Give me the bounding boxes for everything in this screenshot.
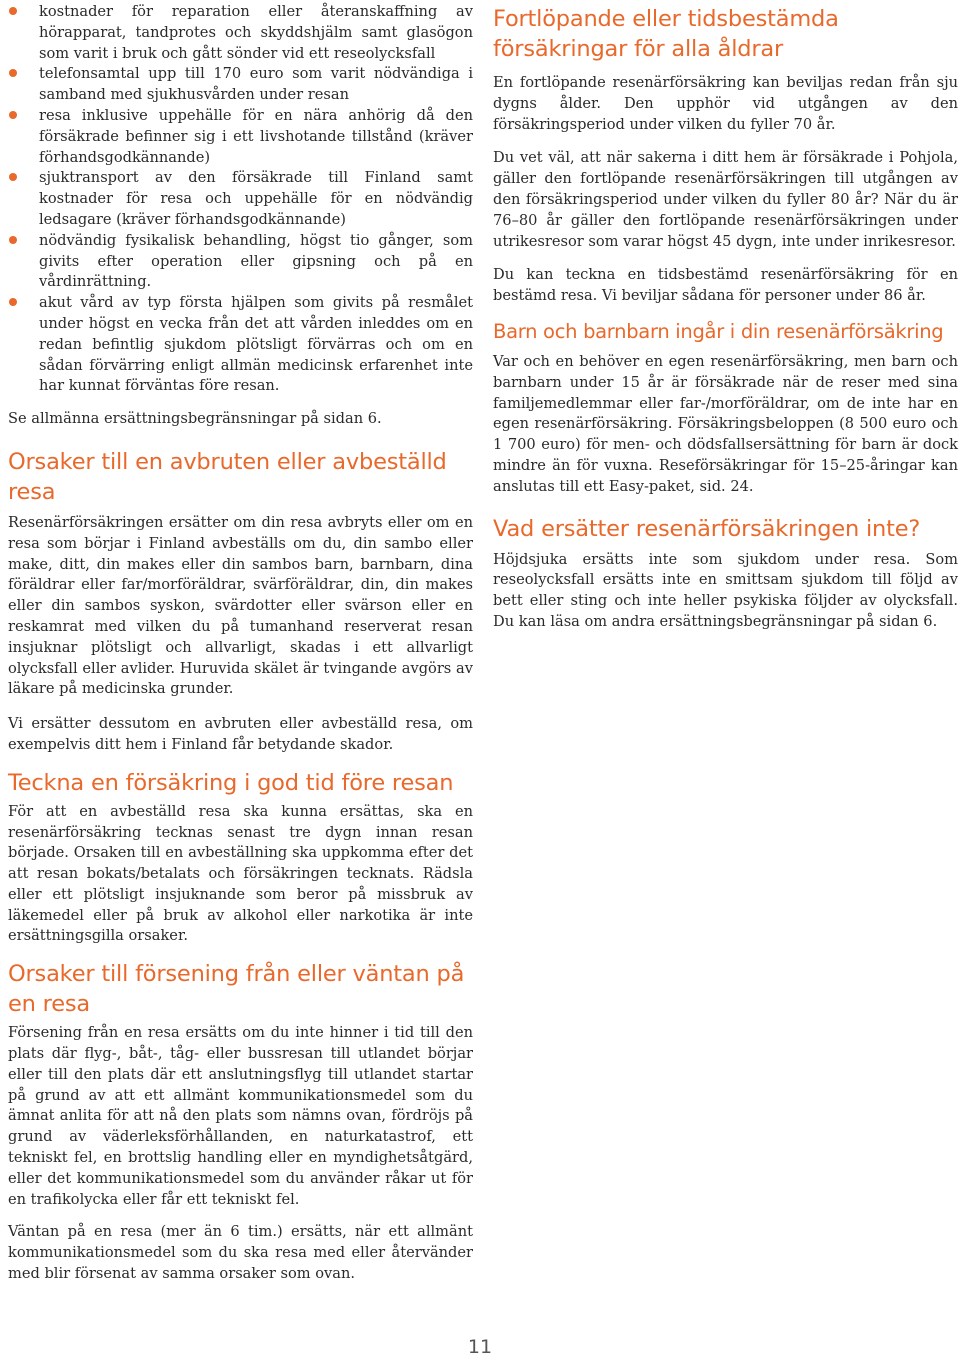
list-item-text: sjuktransport av den försäkrade till Finland samt kostnader för resa och uppehälle för en nödvändig ledsagare (kräver förhandsgodkännande) [39, 169, 473, 228]
list-item-text: nödvändig fysikalisk behandling, högst tio gånger, som givits efter operation eller gipsning och på en vårdinrättning. [39, 231, 473, 291]
heading-continuous-insurance: Fortlöpande eller tidsbestämda försäkringar för alla åldrar [493, 6, 839, 62]
page-number: 11 [467, 1336, 493, 1358]
heading-children: Barn och barnbarn ingår i din resenärförsäkring [493, 319, 944, 343]
paragraph: Du vet väl, att när sakerna i ditt hem är försäkrade i Pohjola, gäller den fortlöpande resenärförsäkringen till utgången av den försäkringsperiod under vilken du fyller 80 år? När du är 76–80 år gäller den fortlöpande resenärförsäkringen under utrikesresor som varar högst 45 dygn, inte under inrikesresor. [493, 149, 958, 250]
paragraph: Resenärförsäkringen ersätter om din resa avbryts eller om en resa som börjar i Finland avbeställs om du, din sambo eller make, ditt, din makes eller din sambos barn, barnbarn, dina föräldrar eller far/morföräldrar, svärföräldrar, din, din makes eller din sambos syskon, svärdotter eller svärson eller en reskamrat med vilken du på tumanhand reserverat resan insjuknar plötsligt och allvarligt, skadas i ett allvarligt olycksfall eller avlider. Huruvida skälet är tvingande avgörs av läkare på medicinska grunder. [8, 513, 473, 698]
paragraph: Höjdsjuka ersätts inte som sjukdom under resa. Som reseolycksfall ersätts inte en smittsam sjukdom till följd av bett eller sting och inte heller psykiska följder av olycksfall. Du kan läsa om andra ersättningsbegränsningar på sidan 6. [493, 550, 958, 630]
list-item [8, 168, 473, 230]
list-item-text: telefonsamtal upp till 170 euro som varit nödvändiga i samband med sjukhusvården under resan [39, 65, 473, 104]
bullet-icon [9, 236, 17, 244]
list-item-text: resa inklusive uppehälle för en nära anhörig då den försäkrade befinner sig i ett livshotande tillstånd (kräver förhandsgodkännande) [39, 106, 473, 166]
list-item-text: akut vård av typ första hjälpen som givits på resmålet under högst en vecka från det att vården inleddes om en redan befintlig sjukdom plötsligt förvärras och om en sådan förvärring enligt allmän medicinsk erfarenhet inte har kunnat förväntas före resan. [39, 294, 473, 395]
bullet-icon [9, 7, 17, 15]
list-item-text: kostnader för reparation eller återanskaffning av hörapparat, tandprotes och skyddshjälm samt glasögon som varit i bruk och gått sönder vid ett reseolycksfall [39, 3, 473, 62]
list-item [8, 293, 473, 397]
paragraph: En fortlöpande resenärförsäkring kan beviljas redan från sju dygns ålder. Den upphör vid utgången av den försäkringsperiod under vilken du fyller 70 år. [493, 74, 958, 133]
paragraph: Du kan teckna en tidsbestämd resenärförsäkring för en bestämd resa. Vi beviljar sådana för personer under 86 år. [493, 266, 958, 305]
list-item [8, 64, 473, 106]
paragraph: Vi ersätter dessutom en avbruten eller avbeställd resa, om exempelvis ditt hem i Finland får betydande skador. [8, 715, 473, 753]
right-column [493, 0, 958, 633]
bullet-icon [9, 69, 17, 77]
paragraph: För att en avbeställd resa ska kunna ersättas, ska en resenärförsäkring tecknas senast tre dygn innan resan började. Orsaken till en avbeställning ska uppkomma efter det att resan bokats/betalats och försäkringen tecknats. Rädsla eller ett plötsligt insjuknande som beror på missbruk av läkemedel eller på bruk av alkohol eller narkotika är inte ersättningsgilla orsaker. [8, 802, 473, 945]
paragraph: Försening från en resa ersätts om du inte hinner i tid till den plats där flyg-, båt-, tåg- eller bussresan till utlandet börjar eller till den plats där ett anslutningsflyg till utlandet startar på grund av att ett allmänt kommunikationsmedel som du ämnat anlita för att nå den plats som nämns ovan, fördröjs på grund av väderleksförhållanden, en naturkatastrof, ett tekniskt fel, en brottslig handling eller en myndighetsåtgärd, eller det kommunikationsmedel som du använder råkar ut för en trafikolycka eller får ett tekniskt fel. [8, 1024, 473, 1208]
limitations-note: Se allmänna ersättningsbegränsningar på sidan 6. [8, 410, 382, 428]
heading-insure-early: Teckna en försäkring i god tid före resan [8, 769, 454, 796]
list-item [8, 106, 473, 168]
left-column [8, 0, 473, 1285]
bullet-icon [9, 173, 17, 181]
heading-not-covered: Vad ersätter resenärförsäkringen inte? [493, 515, 921, 542]
heading-cancelled-trip: Orsaker till en avbruten eller avbeställd resa [8, 448, 447, 505]
bullet-icon [9, 111, 17, 119]
bullet-icon [9, 298, 17, 306]
list-item [8, 231, 473, 293]
paragraph: Var och en behöver en egen resenärförsäkring, men barn och barnbarn under 15 år är försäkrade när de reser med sina familjemedlemmar eller far-/morföräldrar, om de inte har en egen resenärförsäkring. Försäkringsbeloppen (8 500 euro och 1 700 euro) för men- och dödsfallsersättning för barn är dock mindre än för vuxna. Reseförsäkringar för 15–25-åringar kan anslutas till ett Easy-paket, sid. 24. [493, 352, 958, 495]
list-item [8, 2, 473, 64]
coverage-bullet-list [8, 2, 473, 397]
paragraph: Väntan på en resa (mer än 6 tim.) ersätts, när ett allmänt kommunikationsmedel som du ska resa med eller återvänder med blir försenat av samma orsaker som ovan. [8, 1223, 473, 1283]
heading-delay: Orsaker till försening från eller väntan på en resa [8, 961, 465, 1018]
